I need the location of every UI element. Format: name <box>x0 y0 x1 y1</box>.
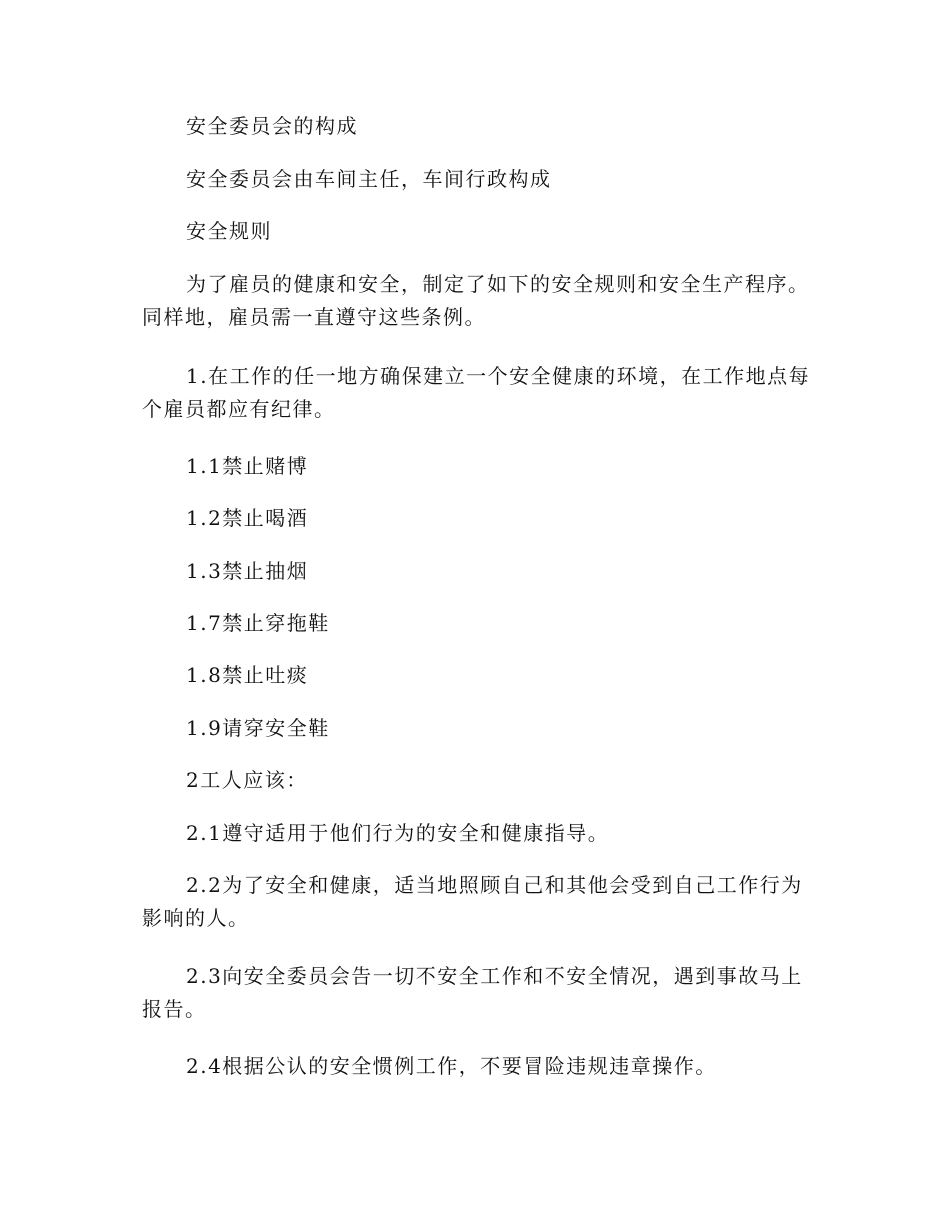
rule-item-1-8: 1.8禁止吐痰 <box>186 663 309 687</box>
rule-item-2: 2工人应该： <box>186 768 308 792</box>
rule-item-1-9: 1.9请穿安全鞋 <box>186 716 330 740</box>
rule-item-1-2: 1.2禁止喝酒 <box>186 506 309 530</box>
paragraph-rules-intro: 为了雇员的健康和安全，制定了如下的安全规则和安全生产程序。同样地，雇员需一直遵守这些条例。 <box>142 272 810 329</box>
section-heading-rules: 安全规则 <box>186 219 272 243</box>
rule-item-2-4: 2.4根据公认的安全惯例工作，不要冒险违规违章操作。 <box>186 1054 717 1078</box>
section-heading-committee: 安全委员会的构成 <box>186 114 358 138</box>
rule-item-2-1: 2.1遵守适用于他们行为的安全和健康指导。 <box>186 821 610 845</box>
rule-item-2-3: 2.3向安全委员会告一切不安全工作和不安全情况，遇到事故马上报告。 <box>142 964 803 1021</box>
rule-item-1: 1.在工作的任一地方确保建立一个安全健康的环境，在工作地点每个雇员都应有纪律。 <box>142 364 811 421</box>
rule-item-1-3: 1.3禁止抽烟 <box>186 559 309 583</box>
paragraph-committee-composition: 安全委员会由车间主任，车间行政构成 <box>186 167 552 191</box>
rule-item-2-2: 2.2为了安全和健康，适当地照顾自己和其他会受到自己工作行为影响的人。 <box>142 873 803 930</box>
rule-item-1-1: 1.1禁止赌博 <box>186 454 309 478</box>
rule-item-1-7: 1.7禁止穿拖鞋 <box>186 611 330 635</box>
